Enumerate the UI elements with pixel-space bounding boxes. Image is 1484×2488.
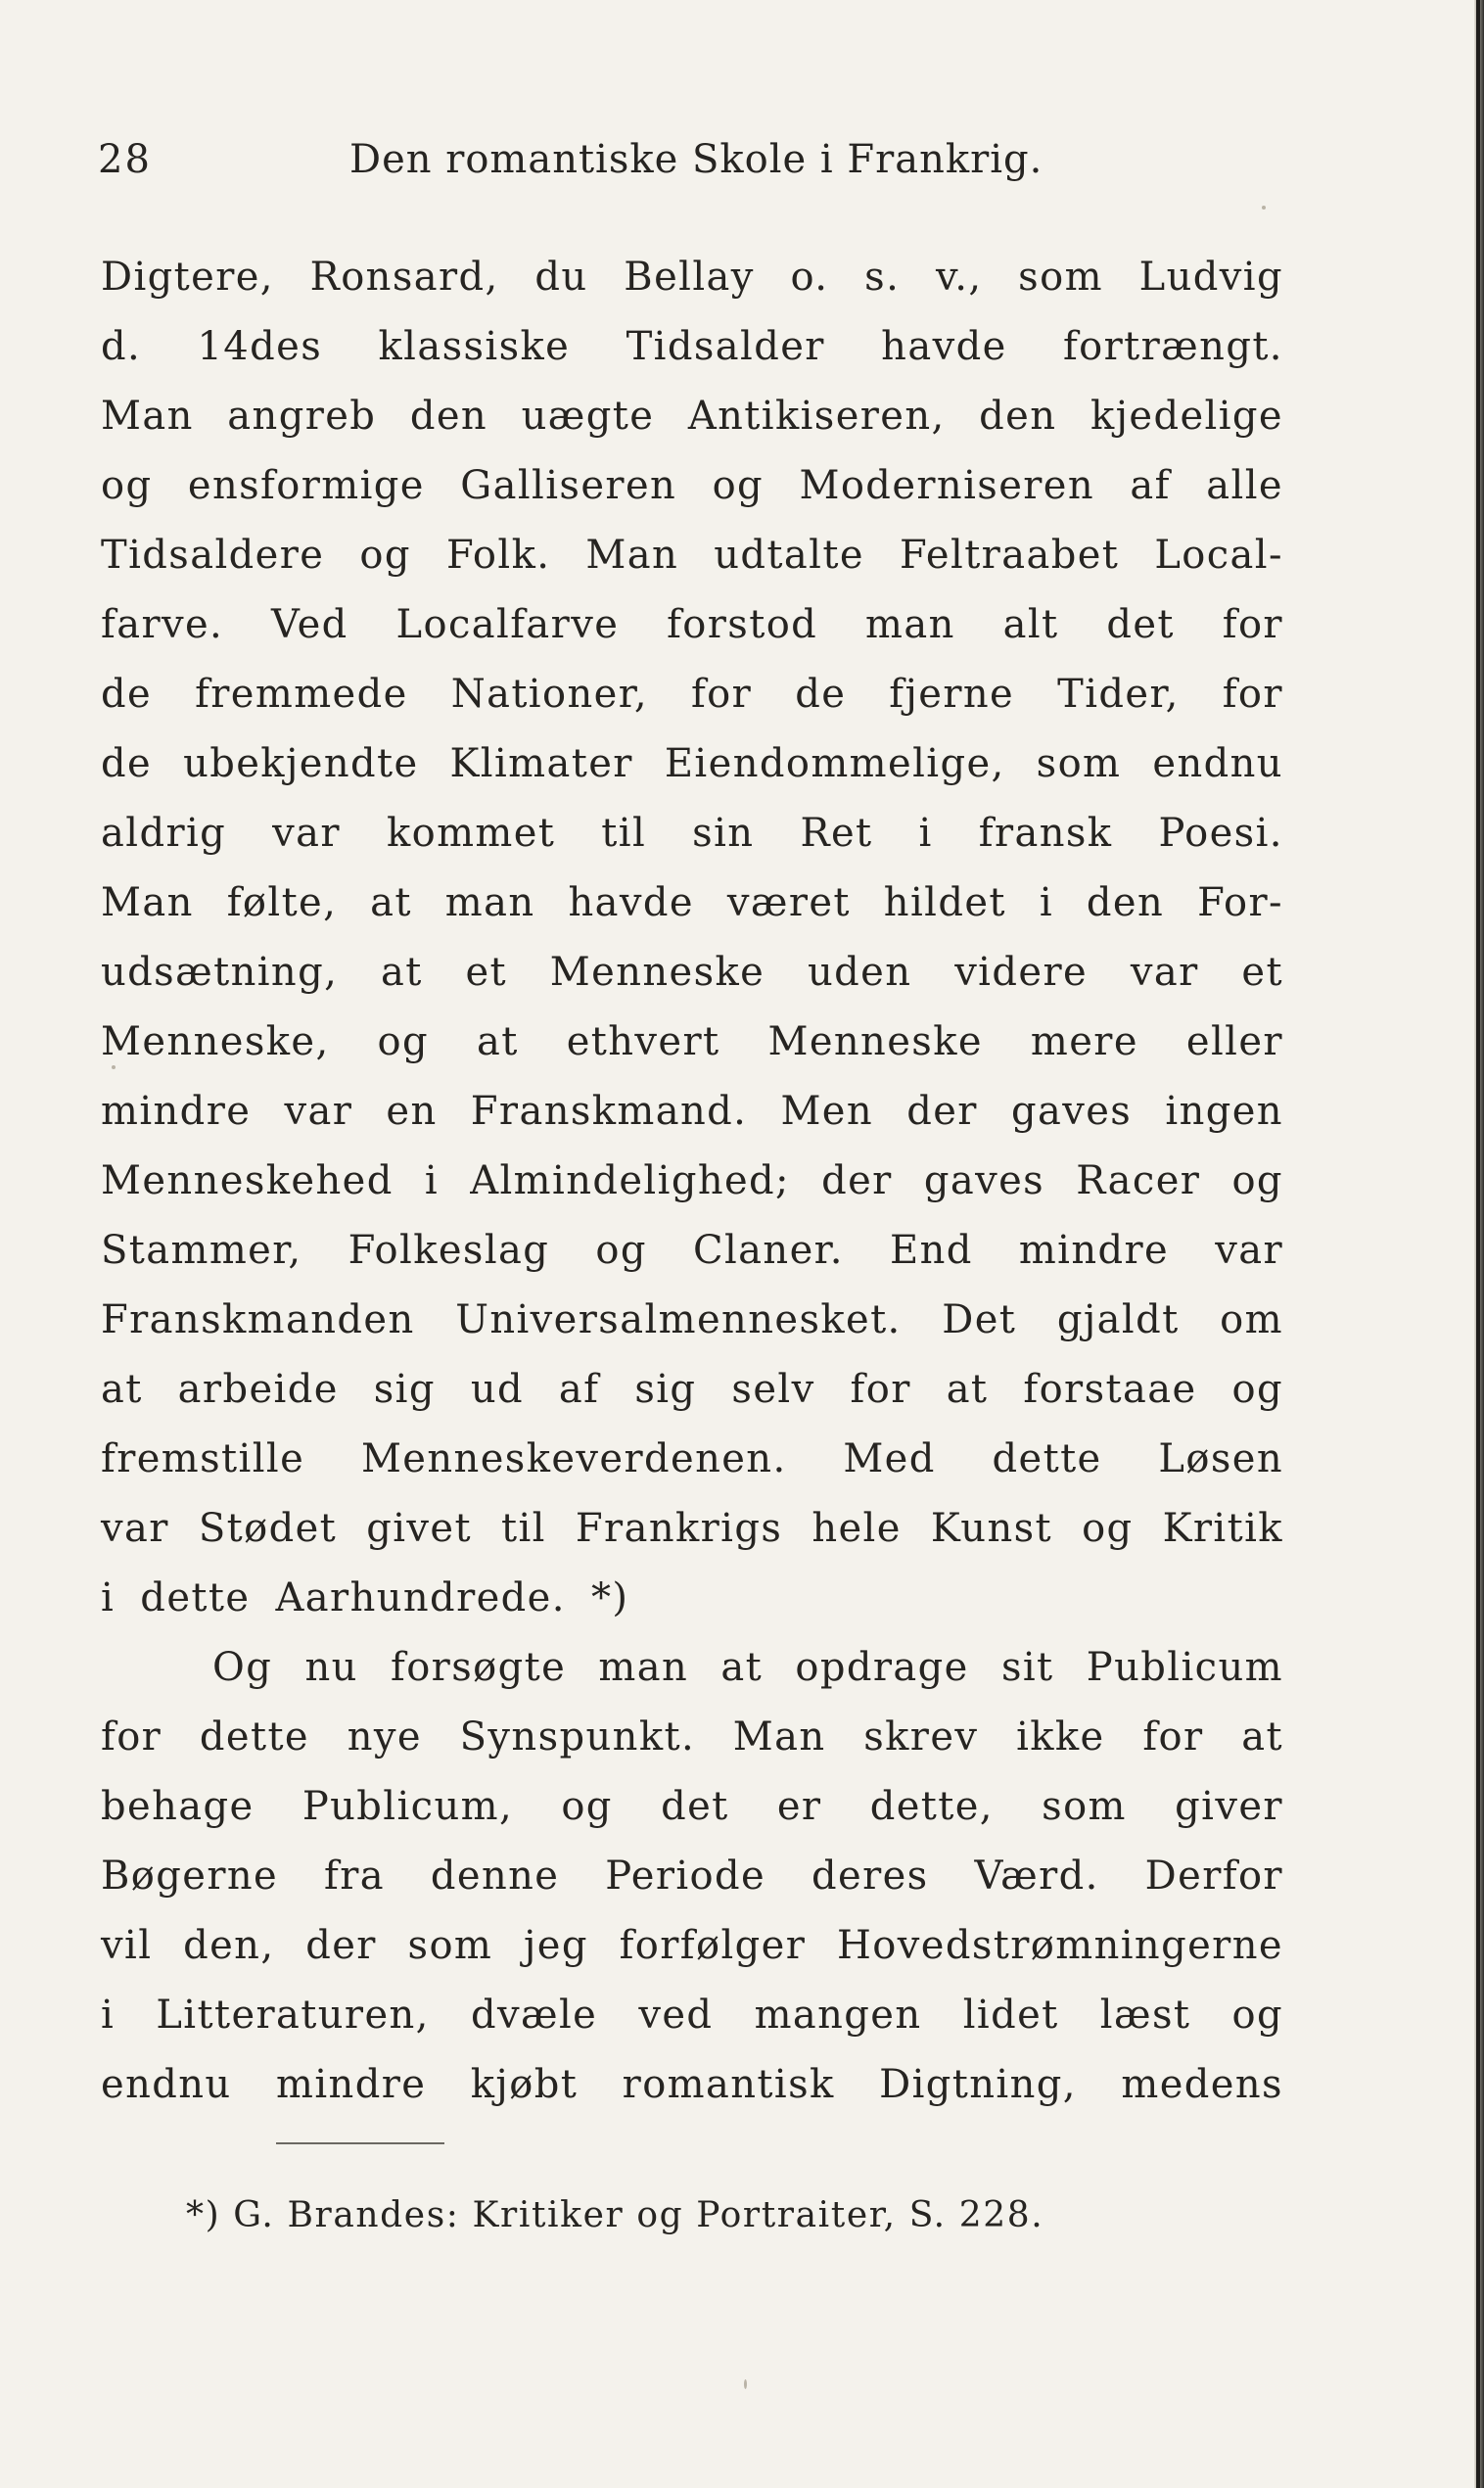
text-line: Man følte, at man havde været hildet i den For-: [101, 880, 1283, 925]
page-number: 28: [98, 137, 152, 182]
text-line: endnu mindre kjøbt romantisk Digtning, medens: [101, 2062, 1283, 2107]
text-line: og ensformige Galliseren og Moderniseren af alle: [101, 463, 1283, 508]
text-line: for dette nye Synspunkt. Man skrev ikke for at: [101, 1714, 1283, 1760]
text-line: Stammer, Folkeslag og Claner. End mindre var: [101, 1228, 1283, 1273]
text-line: d. 14des klassiske Tidsalder havde fortrængt.: [101, 324, 1283, 369]
text-line: Menneske, og at ethvert Menneske mere eller: [101, 1019, 1283, 1064]
footnote-rule: [276, 2142, 444, 2144]
paper-speck: [1262, 206, 1266, 210]
text-line: Menneskehed i Almindelighed; der gaves Racer og: [101, 1158, 1283, 1203]
running-head: [98, 130, 1077, 189]
text-line: at arbeide sig ud af sig selv for at forstaae og: [101, 1367, 1283, 1412]
text-line: Digtere, Ronsard, du Bellay o. s. v., som Ludvig: [101, 255, 1283, 300]
text-line: de ubekjendte Klimater Eiendommelige, som endnu: [101, 741, 1283, 786]
text-line: Franskmanden Universalmennesket. Det gjaldt om: [101, 1297, 1283, 1342]
body-text: [101, 243, 1283, 2120]
text-line: Man angreb den uægte Antikiseren, den kjedelige: [101, 394, 1283, 439]
text-line: udsætning, at et Menneske uden videre var et: [101, 950, 1283, 995]
text-line: vil den, der som jeg forfølger Hovedstrømningerne: [101, 1923, 1283, 1968]
page-edge: [1476, 0, 1480, 2488]
text-line: mindre var en Franskmand. Men der gaves ingen: [101, 1089, 1283, 1134]
paper-speck: [112, 1065, 116, 1069]
text-line: Og nu forsøgte man at opdrage sit Publicum: [212, 1645, 1283, 1690]
text-line: farve. Ved Localfarve forstod man alt det for: [101, 602, 1283, 647]
text-line: Bøgerne fra denne Periode deres Værd. Derfor: [101, 1854, 1283, 1899]
text-line: aldrig var kommet til sin Ret i fransk Poesi.: [101, 811, 1283, 856]
running-head-title: Den romantiske Skole i Frankrig.: [349, 137, 1043, 182]
footnote: *) G. Brandes: Kritiker og Portraiter, S. 228.: [186, 2195, 1044, 2235]
paper-speck: [744, 2379, 747, 2389]
text-line: i Litteraturen, dvæle ved mangen lidet læst og: [101, 1993, 1283, 2038]
text-line: i dette Aarhundrede. *): [101, 1575, 629, 1620]
text-line: de fremmede Nationer, for de fjerne Tider, for: [101, 672, 1283, 717]
text-line: fremstille Menneskeverdenen. Med dette Løsen: [101, 1436, 1283, 1481]
text-line: behage Publicum, og det er dette, som giver: [101, 1784, 1283, 1829]
text-line: var Stødet givet til Frankrigs hele Kunst og Kritik: [101, 1506, 1283, 1551]
text-line: Tidsaldere og Folk. Man udtalte Feltraabet Local-: [101, 533, 1283, 578]
